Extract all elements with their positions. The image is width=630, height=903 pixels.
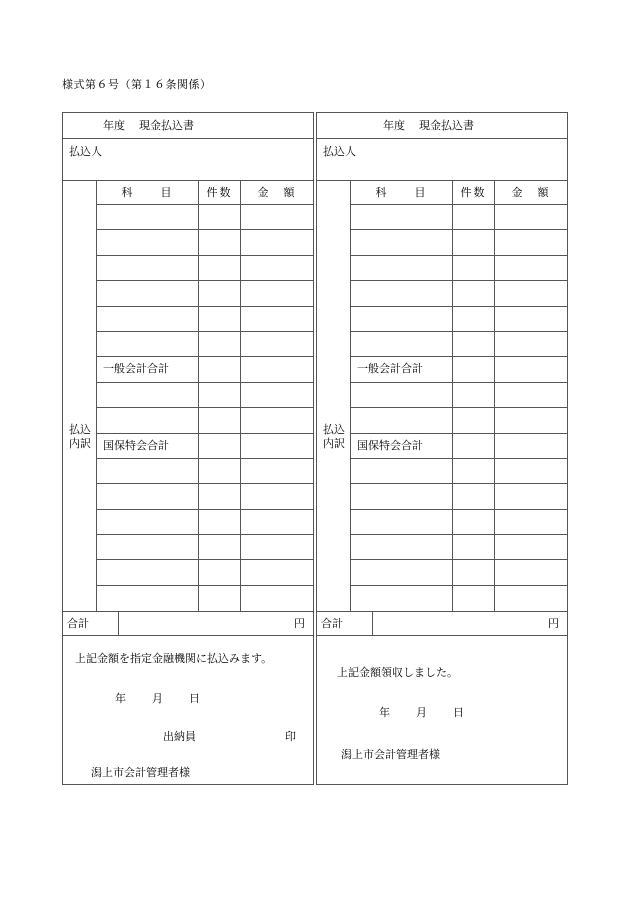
payer-label-left: 払込人 [69, 146, 102, 158]
table-row-kokuho-total[interactable] [97, 434, 313, 459]
cell-count[interactable] [199, 459, 241, 483]
cell-amount[interactable] [495, 560, 567, 584]
slip-title-name-right: 現金払込書 [419, 120, 474, 132]
footer-date-day-left: 日 [189, 693, 200, 706]
cell-item[interactable] [97, 383, 199, 407]
cell-amount[interactable] [241, 560, 313, 584]
cell-item[interactable] [351, 383, 453, 407]
cell-amount[interactable] [241, 205, 313, 229]
table-row[interactable] [351, 230, 567, 255]
table-row[interactable] [351, 560, 567, 585]
table-row[interactable] [351, 281, 567, 306]
cell-item[interactable] [97, 560, 199, 584]
cell-amount[interactable] [241, 535, 313, 559]
cell-amount[interactable] [495, 332, 567, 356]
cell-count[interactable] [453, 383, 495, 407]
footer-date-month-right: 月 [416, 707, 427, 720]
breakdown-label-line2-left: 内訳 [69, 438, 91, 450]
cell-item[interactable] [351, 560, 453, 584]
cell-item[interactable] [351, 281, 453, 305]
total-row-left [63, 612, 313, 636]
table-row[interactable] [97, 230, 313, 255]
table-row[interactable] [97, 510, 313, 535]
payment-slip-left [62, 112, 314, 785]
cell-count[interactable] [453, 332, 495, 356]
cell-item[interactable] [351, 510, 453, 534]
table-row[interactable] [97, 256, 313, 281]
cell-item[interactable] [97, 484, 199, 508]
cell-count[interactable] [199, 510, 241, 534]
cell-count[interactable] [453, 230, 495, 254]
cell-amount[interactable] [241, 357, 313, 381]
column-header-amount-right: 金 額 [511, 187, 551, 199]
cell-amount[interactable] [241, 510, 313, 534]
cell-count[interactable] [199, 256, 241, 280]
footer-date-left[interactable] [115, 690, 200, 706]
slip-title-name-left: 現金払込書 [139, 120, 194, 132]
footer-statement-right: 上記金額領収しました。 [337, 667, 458, 680]
cell-item[interactable] [351, 307, 453, 331]
table-row[interactable] [97, 408, 313, 433]
cell-count[interactable] [199, 560, 241, 584]
cell-item[interactable] [97, 307, 199, 331]
cell-item[interactable] [351, 535, 453, 559]
breakdown-label-line1-right: 払込 [323, 424, 345, 436]
cell-amount[interactable] [495, 205, 567, 229]
table-row[interactable] [97, 459, 313, 484]
cell-amount[interactable] [241, 230, 313, 254]
footer-right [317, 636, 567, 784]
cell-count[interactable] [453, 484, 495, 508]
cell-count[interactable] [453, 281, 495, 305]
cell-item[interactable]: 国保特会合計 [97, 434, 199, 458]
payer-label-right: 払込人 [323, 146, 356, 158]
cell-count[interactable] [199, 281, 241, 305]
footer-date-right[interactable] [379, 704, 464, 720]
total-label-right: 合計 [317, 612, 373, 635]
table-header-row-right [351, 181, 567, 205]
table-row[interactable] [351, 307, 567, 332]
cell-item[interactable] [351, 586, 453, 611]
cell-count[interactable] [453, 307, 495, 331]
cell-count[interactable] [199, 307, 241, 331]
cell-amount[interactable] [241, 307, 313, 331]
payer-field-left[interactable] [63, 139, 313, 181]
cell-amount[interactable] [241, 484, 313, 508]
footer-seal-left: 印 [285, 731, 296, 744]
cell-count[interactable] [453, 256, 495, 280]
cell-amount[interactable] [495, 510, 567, 534]
table-row[interactable] [351, 205, 567, 230]
table-row[interactable] [351, 408, 567, 433]
column-header-item-left: 科 目 [97, 181, 199, 204]
cell-item[interactable] [97, 230, 199, 254]
cell-amount[interactable] [495, 586, 567, 611]
cell-amount[interactable] [241, 434, 313, 458]
cell-item[interactable] [351, 484, 453, 508]
table-row[interactable] [97, 535, 313, 560]
cell-count[interactable] [453, 205, 495, 229]
cell-amount[interactable] [495, 484, 567, 508]
cell-count[interactable] [453, 408, 495, 432]
footer-date-day-right: 日 [453, 707, 464, 720]
table-row[interactable] [97, 560, 313, 585]
column-header-amount-left: 金 額 [257, 187, 297, 199]
table-row[interactable] [351, 586, 567, 611]
cell-item[interactable] [97, 510, 199, 534]
cell-count[interactable] [453, 357, 495, 381]
cell-item[interactable] [351, 459, 453, 483]
cell-count[interactable] [453, 560, 495, 584]
cell-item[interactable] [97, 535, 199, 559]
breakdown-grid-right [317, 181, 567, 612]
column-header-count-right: 件数 [453, 181, 495, 204]
cell-item[interactable] [97, 332, 199, 356]
cell-item[interactable] [97, 256, 199, 280]
footer-left [63, 636, 313, 784]
breakdown-grid-left [63, 181, 313, 612]
cell-count[interactable] [199, 332, 241, 356]
table-row[interactable] [97, 332, 313, 357]
breakdown-label-line2-right: 内訳 [323, 438, 345, 450]
table-row-general-total[interactable] [97, 357, 313, 382]
table-row[interactable] [97, 205, 313, 230]
cell-count[interactable] [199, 484, 241, 508]
cell-item[interactable] [351, 256, 453, 280]
slip-title-year-left: 年度 [103, 120, 125, 132]
table-row-general-total[interactable] [351, 357, 567, 382]
table-row[interactable] [97, 586, 313, 611]
table-row[interactable] [351, 510, 567, 535]
cell-count[interactable] [453, 459, 495, 483]
column-header-count-left: 件数 [199, 181, 241, 204]
cell-count[interactable] [453, 434, 495, 458]
cell-amount[interactable] [495, 535, 567, 559]
cell-count[interactable] [453, 535, 495, 559]
payment-slip-right [316, 112, 568, 785]
cell-count[interactable] [199, 357, 241, 381]
cell-item[interactable] [351, 230, 453, 254]
cell-count[interactable] [199, 383, 241, 407]
footer-date-year-right: 年 [379, 707, 390, 720]
breakdown-side-label-left [63, 181, 97, 611]
table-row[interactable] [351, 383, 567, 408]
column-header-item-right: 科 目 [351, 181, 453, 204]
cell-item[interactable] [351, 332, 453, 356]
cell-amount[interactable] [495, 307, 567, 331]
cell-amount[interactable] [495, 256, 567, 280]
cell-amount[interactable] [241, 408, 313, 432]
footer-statement-left: 上記金額を指定金融機関に払込みます。 [75, 653, 273, 666]
cell-item[interactable] [97, 586, 199, 611]
table-row[interactable] [351, 332, 567, 357]
cell-item[interactable] [97, 281, 199, 305]
footer-officer-left: 出納員 [163, 731, 196, 744]
table-row[interactable] [351, 484, 567, 509]
total-label-left: 合計 [63, 612, 119, 635]
table-header-row-left [97, 181, 313, 205]
cell-item[interactable]: 国保特会合計 [351, 434, 453, 458]
cell-amount[interactable] [495, 230, 567, 254]
total-unit-right[interactable]: 円 [548, 618, 559, 631]
table-row[interactable] [351, 535, 567, 560]
cell-count[interactable] [453, 586, 495, 611]
cell-count[interactable] [199, 230, 241, 254]
cell-count[interactable] [199, 586, 241, 611]
cell-amount[interactable] [241, 256, 313, 280]
table-row[interactable] [97, 484, 313, 509]
cell-amount[interactable] [495, 281, 567, 305]
cell-count[interactable] [199, 535, 241, 559]
table-row[interactable] [97, 281, 313, 306]
breakdown-label-line1-left: 払込 [69, 424, 91, 436]
table-row[interactable] [351, 459, 567, 484]
form-number: 様式第６号（第１６条関係） [62, 79, 212, 91]
total-row-right [317, 612, 567, 636]
cell-amount[interactable] [241, 332, 313, 356]
cell-amount[interactable] [495, 434, 567, 458]
footer-addressee-right: 潟上市会計管理者様 [341, 749, 440, 762]
slip-title-year-right: 年度 [383, 120, 405, 132]
cell-count[interactable] [199, 408, 241, 432]
cell-amount[interactable] [495, 357, 567, 381]
table-row[interactable] [97, 307, 313, 332]
table-row[interactable] [97, 383, 313, 408]
cell-item[interactable]: 一般会計合計 [97, 357, 199, 381]
cell-amount[interactable] [241, 383, 313, 407]
cell-item[interactable] [97, 459, 199, 483]
footer-date-year-left: 年 [115, 693, 126, 706]
cell-item[interactable]: 一般会計合計 [351, 357, 453, 381]
cell-amount[interactable] [241, 281, 313, 305]
cell-amount[interactable] [495, 408, 567, 432]
cell-item[interactable] [351, 408, 453, 432]
cell-amount[interactable] [495, 383, 567, 407]
breakdown-side-label-right [317, 181, 351, 611]
table-row[interactable] [351, 256, 567, 281]
cell-count[interactable] [199, 205, 241, 229]
cell-amount[interactable] [241, 459, 313, 483]
cell-amount[interactable] [495, 459, 567, 483]
cell-item[interactable] [97, 205, 199, 229]
cell-item[interactable] [351, 205, 453, 229]
footer-date-month-left: 月 [152, 693, 163, 706]
cell-count[interactable] [453, 510, 495, 534]
table-row-kokuho-total[interactable] [351, 434, 567, 459]
footer-addressee-left: 潟上市会計管理者様 [91, 767, 190, 780]
cell-item[interactable] [97, 408, 199, 432]
cell-count[interactable] [199, 434, 241, 458]
total-unit-left[interactable]: 円 [294, 618, 305, 631]
slip-title-right [317, 113, 567, 139]
cell-amount[interactable] [241, 586, 313, 611]
payer-field-right[interactable] [317, 139, 567, 181]
slip-title-left [63, 113, 313, 139]
